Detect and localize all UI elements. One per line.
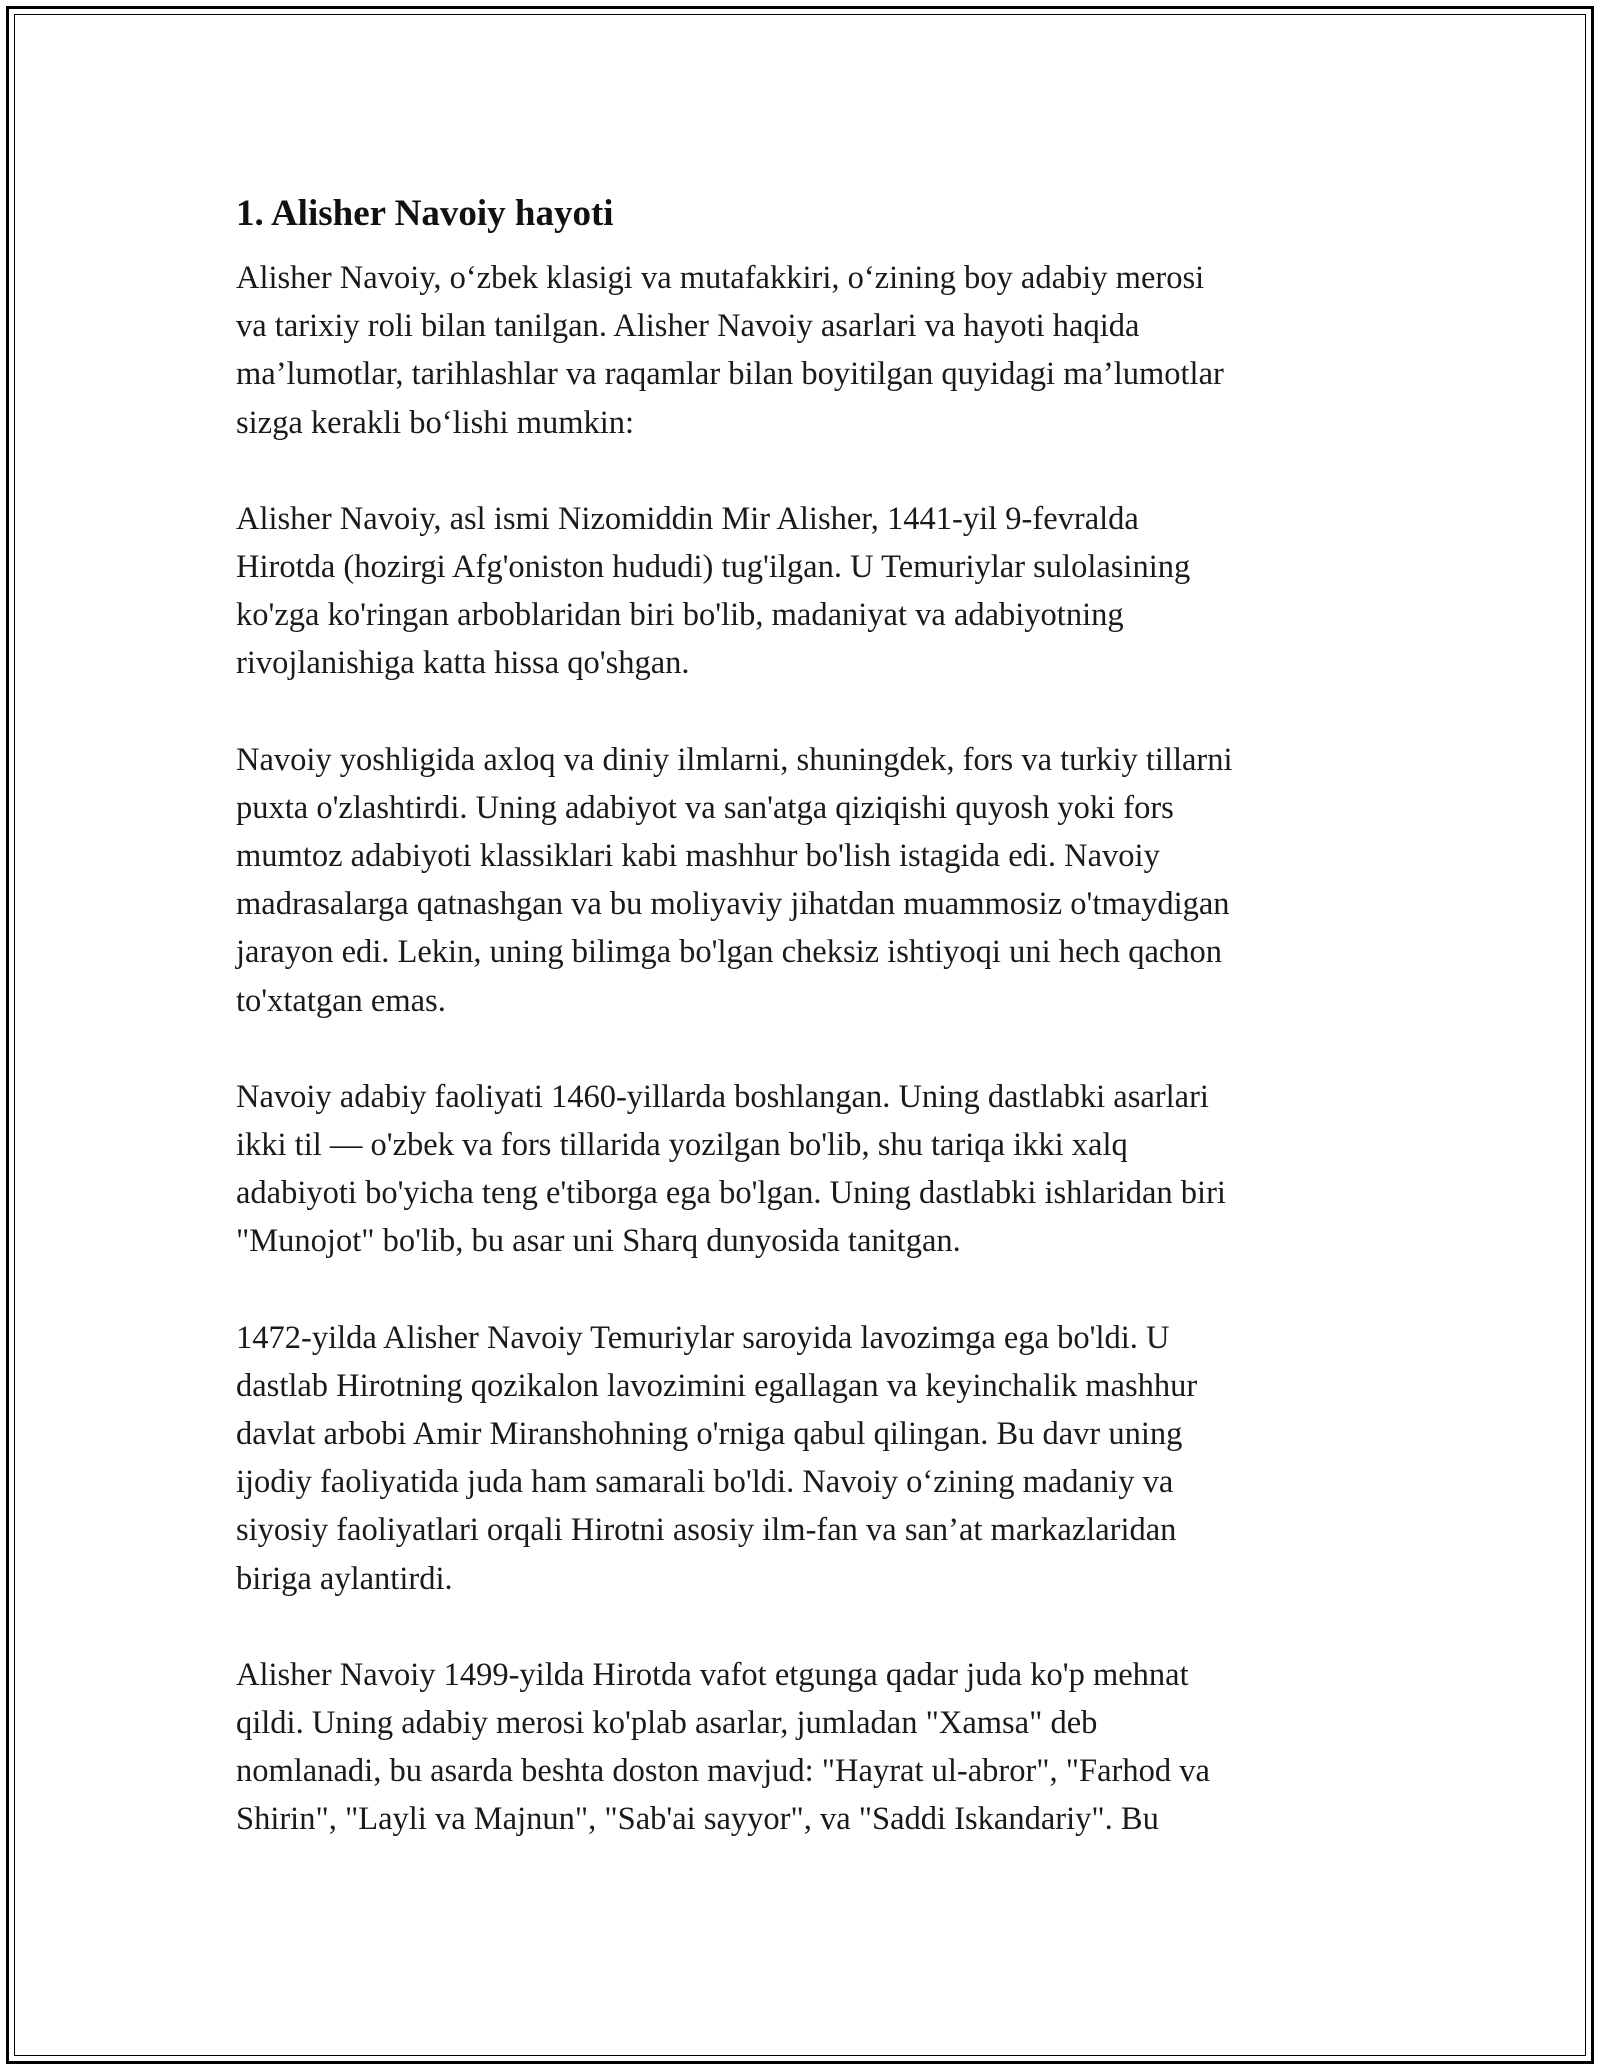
- section-heading: 1. Alisher Navoiy hayoti: [236, 193, 614, 234]
- text-line: biriga aylantirdi.: [236, 1560, 453, 1597]
- paragraph-court-career: [236, 1314, 1366, 1603]
- text-line: davlat arbobi Amir Miranshohning o'rniga qabul qilingan. Bu davr uning: [236, 1416, 1183, 1453]
- text-line: to'xtatgan emas.: [236, 982, 446, 1019]
- text-line: puxta o'zlashtirdi. Uning adabiyot va san'atga qiziqishi quyosh yoki fors: [236, 789, 1174, 826]
- text-line: mumtoz adabiyoti klassiklari kabi mashhur bo'lish istagida edi. Navoiy: [236, 838, 1160, 875]
- text-line: Alisher Navoiy, asl ismi Nizomiddin Mir Alisher, 1441-yil 9-fevralda: [236, 500, 1139, 537]
- text-line: jarayon edi. Lekin, uning bilimga bo'lgan cheksiz ishtiyoqi uni hech qachon: [236, 934, 1223, 971]
- paragraph-youth: [236, 736, 1366, 1025]
- text-line: madrasalarga qatnashgan va bu moliyaviy jihatdan muammosiz o'tmaydigan: [236, 886, 1230, 923]
- text-line: sizga kerakli bo‘lishi mumkin:: [236, 404, 635, 441]
- text-line: rivojlanishiga katta hissa qo'shgan.: [236, 645, 690, 682]
- text-line: nomlanadi, bu asarda beshta doston mavjud: "Hayrat ul-abror", "Farhod va: [236, 1753, 1210, 1790]
- text-line: qildi. Uning adabiy merosi ko'plab asarlar, jumladan "Xamsa" deb: [236, 1705, 1098, 1742]
- text-line: 1472-yilda Alisher Navoiy Temuriylar saroyida lavozimga ega bo'ldi. U: [236, 1319, 1170, 1356]
- text-line: Alisher Navoiy 1499-yilda Hirotda vafot etgunga qadar juda ko'p mehnat: [236, 1656, 1189, 1693]
- text-line: Navoiy adabiy faoliyati 1460-yillarda boshlangan. Uning dastlabki asarlari: [236, 1078, 1209, 1115]
- text-line: ma’lumotlar, tarihlashlar va raqamlar bilan boyitilgan quyidagi ma’lumotlar: [236, 356, 1224, 393]
- text-line: dastlab Hirotning qozikalon lavozimini egallagan va keyinchalik mashhur: [236, 1367, 1198, 1404]
- paragraph-birth: [236, 495, 1366, 688]
- text-line: Hirotda (hozirgi Afg'oniston hududi) tug'ilgan. U Temuriylar sulolasining: [236, 549, 1191, 586]
- paragraph-legacy: [236, 1651, 1366, 1844]
- document-body: [236, 188, 1366, 1892]
- text-line: Alisher Navoiy, o‘zbek klasigi va mutafakkiri, o‘zining boy adabiy merosi: [236, 260, 1205, 296]
- text-line: ikki til — o'zbek va fors tillarida yozilgan bo'lib, shu tariqa ikki xalq: [236, 1127, 1128, 1164]
- text-line: "Munojot" bo'lib, bu asar uni Sharq dunyosida tanitgan.: [236, 1223, 961, 1260]
- text-line: adabiyoti bo'yicha teng e'tiborga ega bo'lgan. Uning dastlabki ishlaridan biri: [236, 1175, 1226, 1212]
- paragraph-intro: [236, 254, 1366, 447]
- text-line: Navoiy yoshligida axloq va diniy ilmlarni, shuningdek, fors va turkiy tillarni: [236, 741, 1233, 778]
- text-line: va tarixiy roli bilan tanilgan. Alisher Navoiy asarlari va hayoti haqida: [236, 308, 1140, 345]
- text-line: Shirin", "Layli va Majnun", "Sab'ai sayyor", va "Saddi Iskandariy". Bu: [236, 1801, 1159, 1838]
- text-line: siyosiy faoliyatlari orqali Hirotni asosiy ilm-fan va san’at markazlaridan: [236, 1512, 1177, 1549]
- text-line: ko'zga ko'ringan arboblaridan biri bo'lib, madaniyat va adabiyotning: [236, 597, 1124, 634]
- text-line: ijodiy faoliyatida juda ham samarali bo'ldi. Navoiy o‘zining madaniy va: [236, 1464, 1174, 1501]
- paragraph-literary-start: [236, 1073, 1366, 1266]
